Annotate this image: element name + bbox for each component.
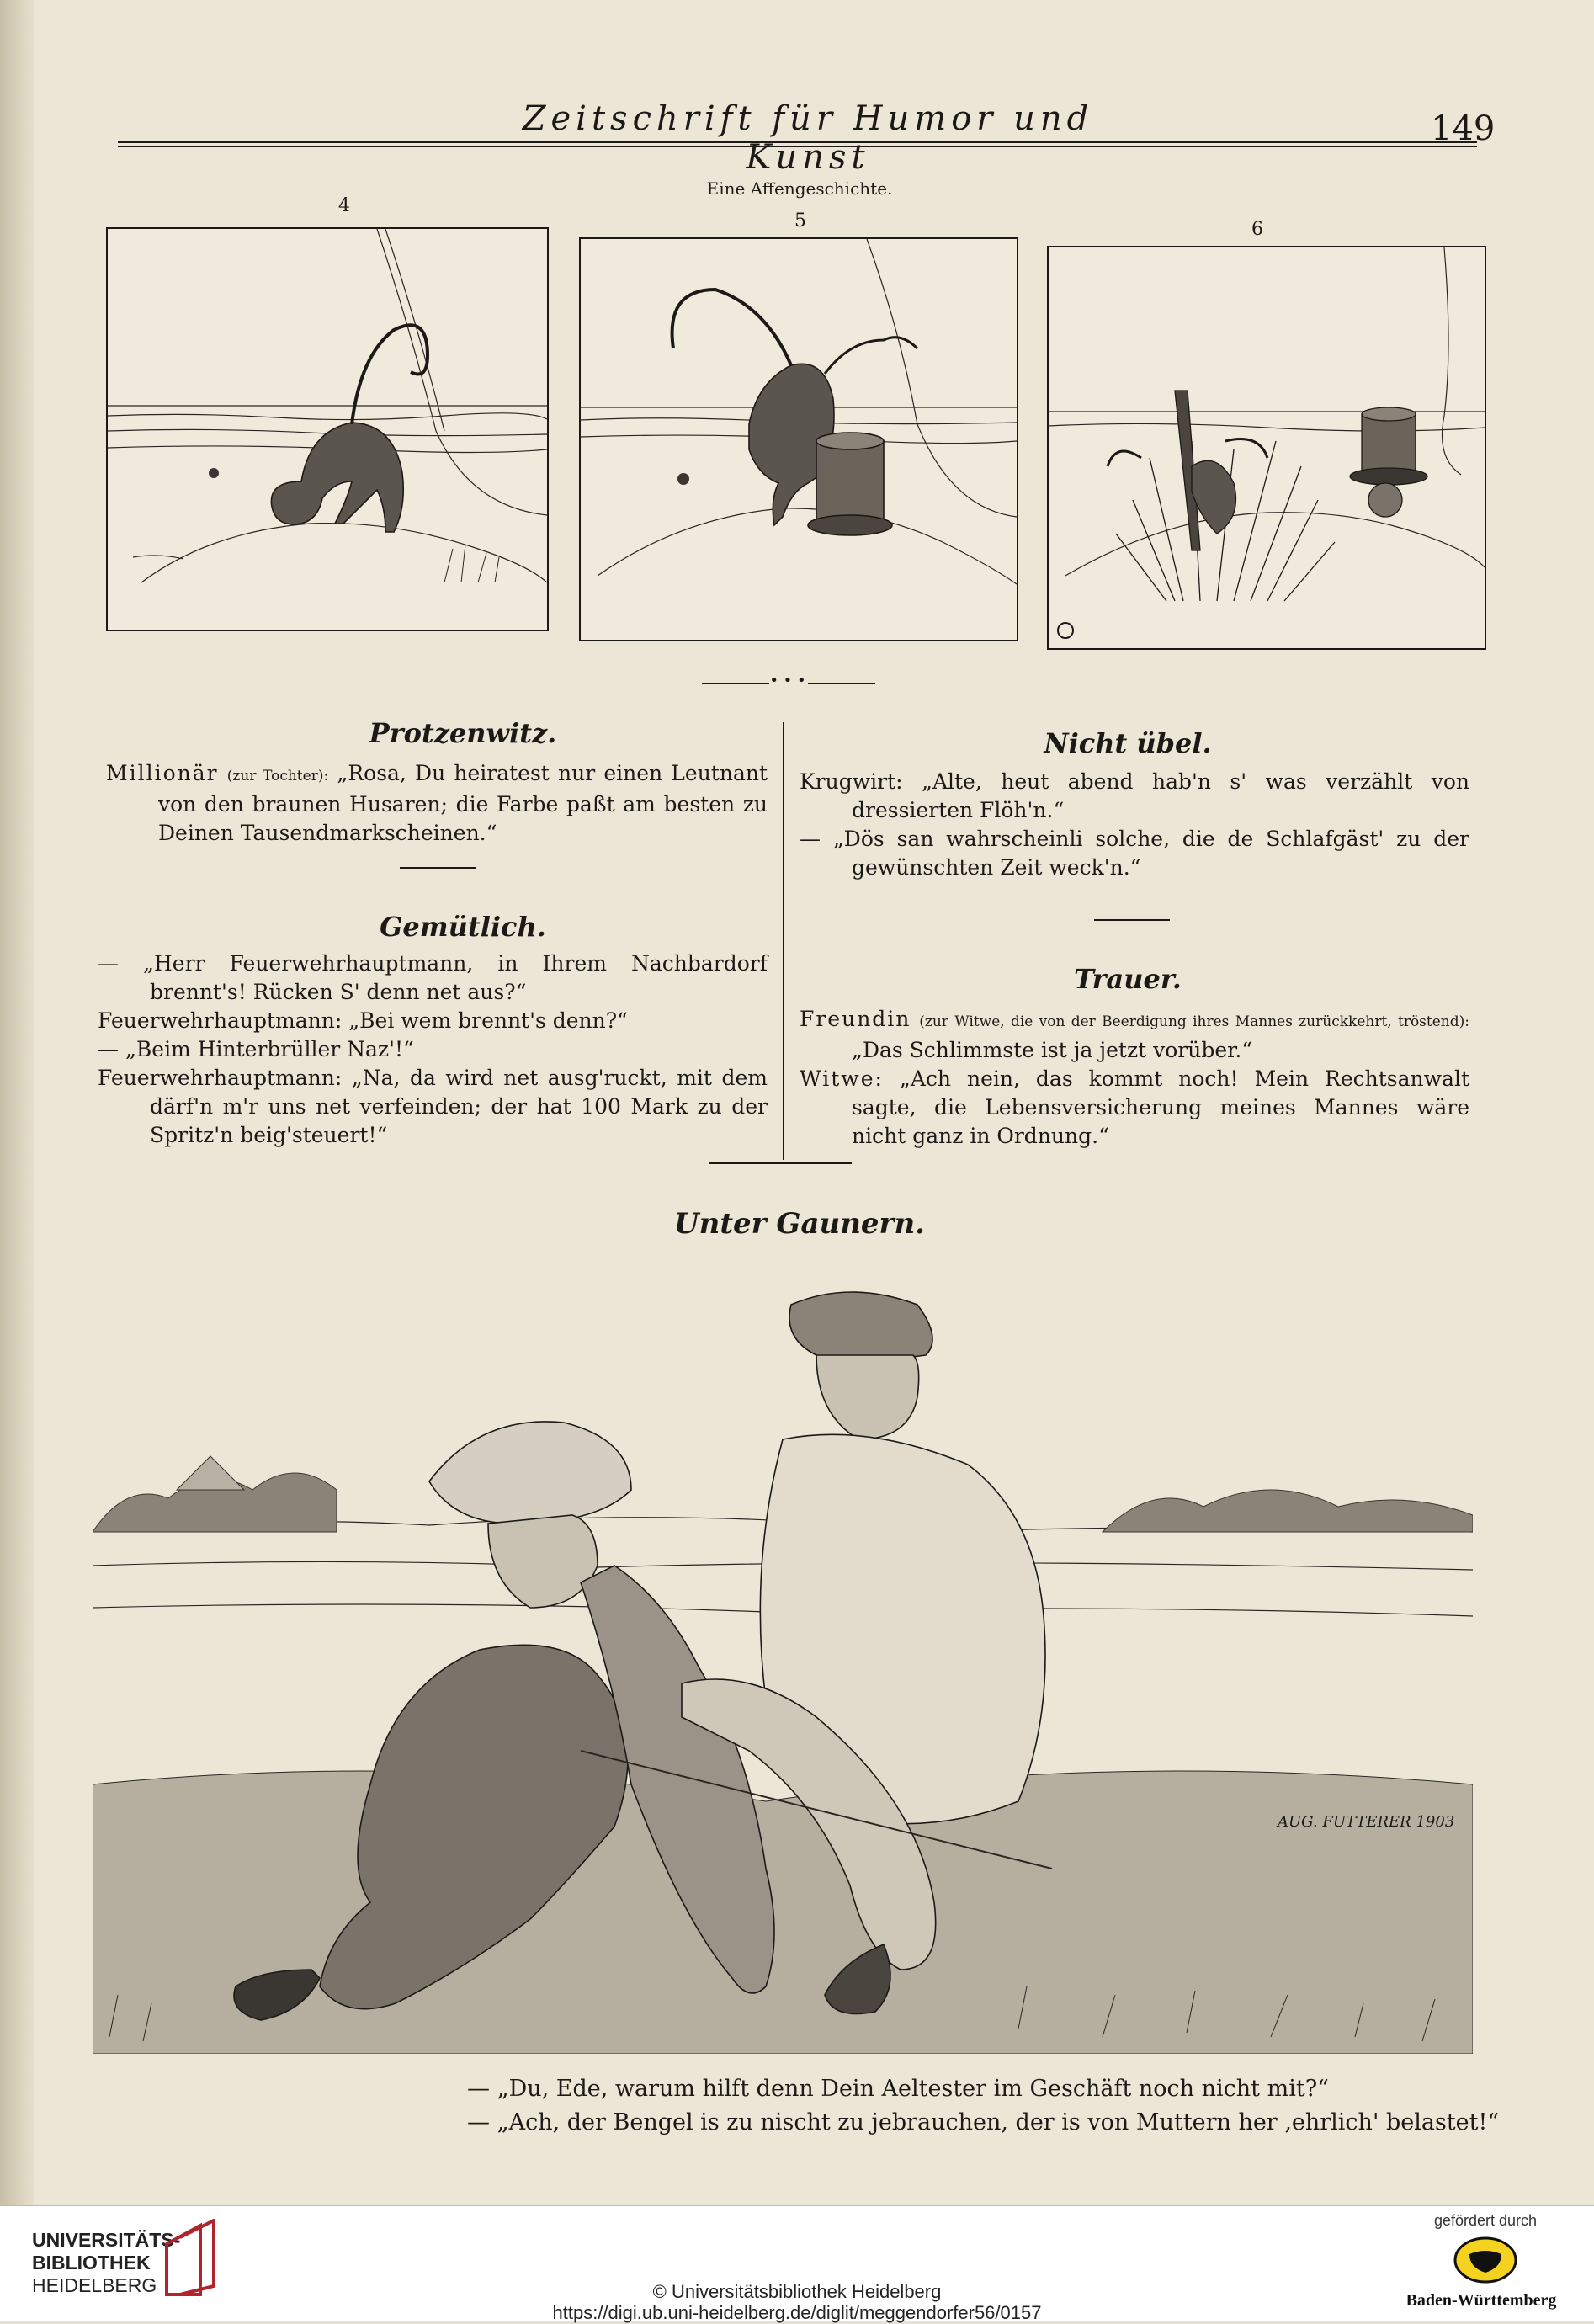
- page-number: 149: [1431, 109, 1496, 148]
- caption-line-2: — „Ach, der Bengel is zu nischt zu jebrauchen, der is von Muttern her ‚ehrlich' belastet!“: [467, 2109, 1500, 2135]
- ornament-line-right: [808, 683, 875, 684]
- speaker-freundin: Freundin: [800, 1007, 911, 1031]
- header-rule-bottom: [118, 146, 1477, 147]
- line-gemuetlich-1: — „Herr Feuerwehrhauptmann, in Ihrem Nachbardorf brennt's! Rücken S' denn net aus?“: [98, 951, 768, 1004]
- comic-panel-6: [1047, 246, 1486, 650]
- line-nicht-uebel-2: — „Dös san wahrscheinli solche, die de Schlafgäst' zu der gewünschten Zeit weck'n.“: [800, 827, 1469, 880]
- library-name-line-2: BIBLIOTHEK: [32, 2252, 151, 2273]
- quote-witwe: „Ach nein, das kommt noch! Mein Rechtsanwalt sagte, die Lebensversicherung meines Mannes wäre nicht ganz in Ordnung.“: [852, 1066, 1469, 1148]
- line-gemuetlich-4: Feuerwehrhauptmann: „Na, da wird net ausg'ruckt, mit dem därf'n m'r uns net verfeinden; der hat 100 Mark zu der Spritz'n beig'steuert!“: [98, 1066, 768, 1147]
- text-protzenwitz: [106, 759, 768, 848]
- comic-title: Eine Affengeschichte.: [706, 178, 893, 199]
- state-coat-of-arms-icon: [1453, 2236, 1518, 2284]
- aside-zur-witwe: (zur Witwe, die von der Beerdigung ihres Mannes zurückkehrt, tröstend):: [919, 1013, 1469, 1030]
- quote-freundin: „Das Schlimmste ist ja jetzt vorüber.“: [852, 1038, 1253, 1062]
- heading-trauer: Trauer.: [1074, 963, 1182, 995]
- line-gemuetlich-2: Feuerwehrhauptmann: „Bei wem brennt's denn?“: [98, 1008, 628, 1033]
- divider-illustration: [709, 1162, 852, 1164]
- ornament-dots-icon: • • •: [769, 672, 806, 689]
- explosion-icon: [1049, 247, 1485, 648]
- quote-protzenwitz: „Rosa, Du heiratest nur einen Leutnant von den braunen Husaren; die Farbe paßt am besten zu Deinen Tausendmarkscheinen.“: [158, 761, 768, 845]
- header-rule-top: [118, 141, 1477, 143]
- comic-panel-5: [579, 237, 1018, 641]
- comic-panel-4: [106, 227, 549, 631]
- funded-by-label: gefördert durch: [1433, 2212, 1538, 2229]
- ornament-line-left: [702, 683, 769, 684]
- sponsor-name[interactable]: Baden-Württemberg: [1405, 2291, 1557, 2310]
- heading-unter-gaunern: Unter Gaunern.: [673, 1207, 926, 1241]
- caption-line-1: — „Du, Ede, warum hilft denn Dein Aeltester im Geschäft noch nicht mit?“: [467, 2076, 1329, 2102]
- heading-gemuetlich: Gemütlich.: [380, 911, 546, 943]
- library-name-line-3: HEIDELBERG: [32, 2274, 157, 2296]
- artist-signature: AUG. FUTTERER 1903: [1278, 1813, 1455, 1831]
- section-rule-right-1: [1094, 919, 1170, 921]
- permalink-url[interactable]: https://digi.ub.uni-heidelberg.de/diglit/meggendorfer56/0157: [552, 2302, 1042, 2323]
- library-name-line-1: UNIVERSITÄTS-: [32, 2229, 181, 2251]
- monkey-hat-icon: [581, 239, 1017, 640]
- column-rule: [783, 722, 784, 1160]
- aside-zur-tochter: (zur Tochter):: [226, 768, 329, 784]
- text-gemuetlich: [98, 949, 768, 1150]
- page-spine-shadow: [0, 0, 34, 2205]
- illustration-unter-gaunern: [93, 1279, 1473, 2054]
- line-gemuetlich-3: — „Beim Hinterbrüller Naz'!“: [98, 1037, 414, 1061]
- monkey-sniffing-icon: [108, 229, 547, 630]
- heading-protzenwitz: Protzenwitz.: [369, 717, 557, 749]
- speaker-witwe: Witwe:: [800, 1066, 884, 1091]
- copyright-notice: © Universitätsbibliothek Heidelberg: [652, 2281, 942, 2302]
- panel-number-6: 6: [1251, 219, 1263, 240]
- line-nicht-uebel-1: Krugwirt: „Alte, heut abend hab'n s' was verzählt von dressierten Flöh'n.“: [800, 769, 1469, 822]
- journal-title: Zeitschrift für Humor und Kunst: [522, 99, 1094, 177]
- text-nicht-uebel: [800, 768, 1469, 882]
- panel-number-4: 4: [338, 195, 350, 216]
- speaker-millionaer: Millionär: [106, 761, 219, 785]
- panel-number-5: 5: [794, 210, 806, 231]
- section-rule-left-1: [400, 867, 476, 869]
- heading-nicht-uebel: Nicht übel.: [1044, 727, 1212, 759]
- text-trauer: [800, 1005, 1469, 1151]
- two-men-resting-icon: [93, 1279, 1473, 2054]
